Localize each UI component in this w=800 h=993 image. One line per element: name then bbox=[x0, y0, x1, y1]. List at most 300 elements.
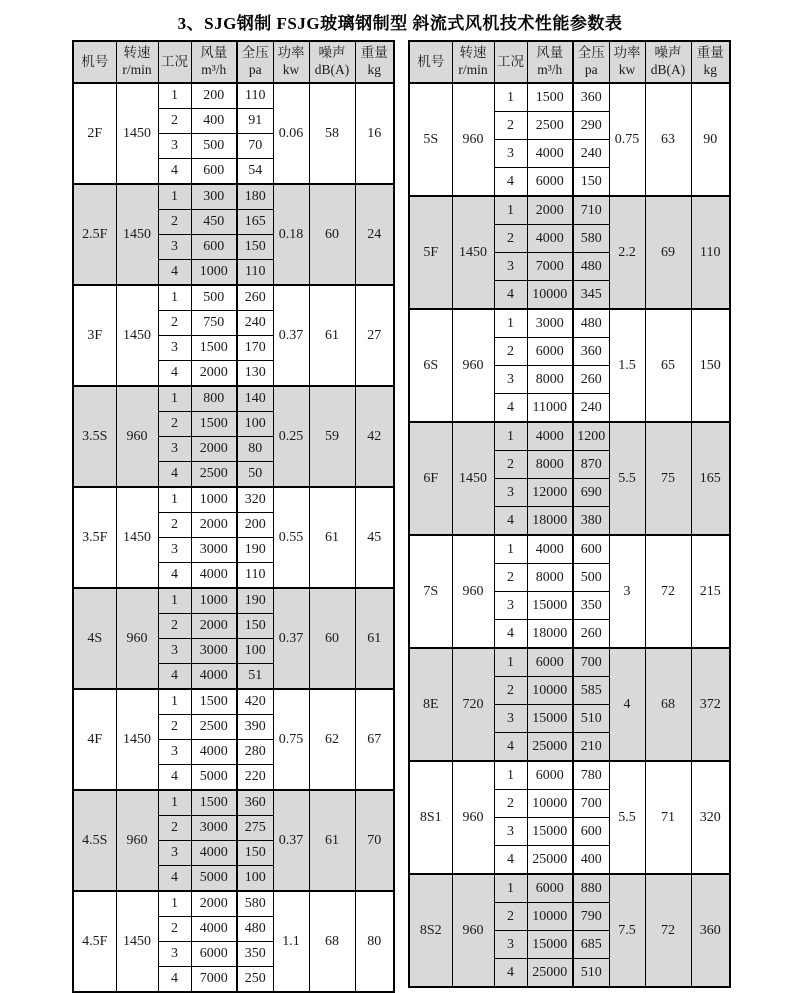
pressure-cell: 390 bbox=[237, 715, 273, 740]
condition-cell: 3 bbox=[158, 235, 191, 260]
flow-cell: 6000 bbox=[527, 648, 573, 677]
flow-header-line: m³/h bbox=[537, 62, 563, 77]
model-column-header bbox=[409, 41, 452, 83]
condition-cell: 4 bbox=[158, 563, 191, 589]
condition-cell: 1 bbox=[158, 285, 191, 311]
speed-cell: 960 bbox=[452, 761, 494, 874]
flow-cell: 10000 bbox=[527, 677, 573, 705]
power-column-header bbox=[273, 41, 309, 83]
flow-cell: 2000 bbox=[191, 891, 237, 917]
condition-cell: 1 bbox=[158, 891, 191, 917]
pressure-cell: 180 bbox=[237, 184, 273, 210]
flow-cell: 1500 bbox=[191, 336, 237, 361]
flow-cell: 500 bbox=[191, 134, 237, 159]
noise-cell: 59 bbox=[309, 386, 355, 487]
pressure-cell: 150 bbox=[573, 168, 609, 197]
flow-cell: 2500 bbox=[191, 462, 237, 488]
pressure-cell: 165 bbox=[237, 210, 273, 235]
flow-cell: 7000 bbox=[191, 967, 237, 993]
condition-cell: 4 bbox=[494, 507, 527, 536]
flow-column-header bbox=[191, 41, 237, 83]
right-table-wrap bbox=[408, 40, 731, 993]
condition-cell: 4 bbox=[158, 361, 191, 387]
noise-column-header bbox=[309, 41, 355, 83]
power-cell: 0.37 bbox=[273, 588, 309, 689]
noise-cell: 71 bbox=[645, 761, 691, 874]
pressure-cell: 51 bbox=[237, 664, 273, 690]
flow-cell: 4000 bbox=[191, 664, 237, 690]
condition-cell: 3 bbox=[494, 818, 527, 846]
flow-cell: 2500 bbox=[527, 112, 573, 140]
weight-header-line: kg bbox=[703, 62, 717, 77]
flow-cell: 8000 bbox=[527, 451, 573, 479]
model-cell: 8S1 bbox=[409, 761, 452, 874]
condition-cell: 4 bbox=[158, 866, 191, 892]
flow-cell: 12000 bbox=[527, 479, 573, 507]
pressure-cell: 240 bbox=[573, 394, 609, 423]
condition-cell: 2 bbox=[494, 225, 527, 253]
pressure-cell: 80 bbox=[237, 437, 273, 462]
flow-cell: 2000 bbox=[191, 614, 237, 639]
pressure-header-line: 全压 bbox=[241, 45, 269, 61]
speed-cell: 1450 bbox=[452, 422, 494, 535]
condition-cell: 3 bbox=[494, 479, 527, 507]
flow-cell: 4000 bbox=[191, 841, 237, 866]
spec-row-7S-cond1 bbox=[409, 535, 730, 564]
pressure-cell: 360 bbox=[573, 338, 609, 366]
flow-cell: 25000 bbox=[527, 733, 573, 762]
flow-cell: 25000 bbox=[527, 846, 573, 875]
pressure-cell: 350 bbox=[573, 592, 609, 620]
condition-cell: 3 bbox=[158, 134, 191, 159]
pressure-cell: 510 bbox=[573, 959, 609, 988]
spec-row-3.5F-cond1 bbox=[73, 487, 394, 513]
weight-header-line: 重量 bbox=[360, 45, 388, 61]
condition-cell: 4 bbox=[494, 281, 527, 310]
pressure-cell: 480 bbox=[573, 309, 609, 338]
weight-header-line: 重量 bbox=[696, 45, 724, 61]
power-cell: 0.37 bbox=[273, 790, 309, 891]
pressure-cell: 110 bbox=[237, 83, 273, 109]
flow-cell: 6000 bbox=[527, 874, 573, 903]
power-cell: 1.1 bbox=[273, 891, 309, 992]
speed-cell: 960 bbox=[452, 535, 494, 648]
flow-cell: 4000 bbox=[527, 225, 573, 253]
flow-cell: 10000 bbox=[527, 790, 573, 818]
noise-cell: 68 bbox=[645, 648, 691, 761]
flow-cell: 1500 bbox=[191, 412, 237, 437]
noise-cell: 58 bbox=[309, 83, 355, 184]
pressure-cell: 600 bbox=[573, 535, 609, 564]
pressure-cell: 290 bbox=[573, 112, 609, 140]
model-cell: 5F bbox=[409, 196, 452, 309]
pressure-cell: 380 bbox=[573, 507, 609, 536]
flow-cell: 4000 bbox=[527, 535, 573, 564]
noise-cell: 62 bbox=[309, 689, 355, 790]
flow-cell: 4000 bbox=[191, 917, 237, 942]
pressure-cell: 100 bbox=[237, 639, 273, 664]
power-cell: 2.2 bbox=[609, 196, 645, 309]
flow-cell: 2000 bbox=[191, 513, 237, 538]
spec-row-8S1-cond1 bbox=[409, 761, 730, 790]
noise-header-line: dB(A) bbox=[650, 62, 686, 77]
model-cell: 4F bbox=[73, 689, 116, 790]
speed-cell: 1450 bbox=[452, 196, 494, 309]
speed-cell: 960 bbox=[116, 386, 158, 487]
pressure-cell: 690 bbox=[573, 479, 609, 507]
speed-cell: 960 bbox=[452, 874, 494, 987]
flow-cell: 3000 bbox=[527, 309, 573, 338]
spec-row-4.5S-cond1 bbox=[73, 790, 394, 816]
flow-cell: 2000 bbox=[527, 196, 573, 225]
condition-cell: 4 bbox=[158, 664, 191, 690]
flow-cell: 1500 bbox=[191, 790, 237, 816]
speed-cell: 960 bbox=[452, 83, 494, 196]
flow-cell: 1500 bbox=[191, 689, 237, 715]
flow-cell: 8000 bbox=[527, 366, 573, 394]
condition-cell: 2 bbox=[494, 338, 527, 366]
flow-cell: 450 bbox=[191, 210, 237, 235]
model-cell: 6S bbox=[409, 309, 452, 422]
speed-cell: 720 bbox=[452, 648, 494, 761]
pressure-cell: 70 bbox=[237, 134, 273, 159]
spec-row-8S2-cond1 bbox=[409, 874, 730, 903]
spec-row-3.5S-cond1 bbox=[73, 386, 394, 412]
weight-cell: 320 bbox=[691, 761, 730, 874]
pressure-cell: 400 bbox=[573, 846, 609, 875]
condition-cell: 3 bbox=[494, 253, 527, 281]
power-header-line: 功率 bbox=[277, 45, 305, 61]
pressure-cell: 780 bbox=[573, 761, 609, 790]
speed-cell: 960 bbox=[116, 588, 158, 689]
flow-cell: 6000 bbox=[191, 942, 237, 967]
pressure-cell: 170 bbox=[237, 336, 273, 361]
speed-header-line: 转速 bbox=[459, 45, 487, 61]
condition-cell: 1 bbox=[158, 689, 191, 715]
condition-cell: 1 bbox=[494, 535, 527, 564]
pressure-cell: 260 bbox=[573, 620, 609, 649]
spec-row-5F-cond1 bbox=[409, 196, 730, 225]
pressure-cell: 54 bbox=[237, 159, 273, 185]
speed-header-line: r/min bbox=[458, 62, 488, 77]
flow-cell: 4000 bbox=[191, 563, 237, 589]
condition-header-line: 工况 bbox=[161, 53, 188, 69]
noise-cell: 60 bbox=[309, 588, 355, 689]
condition-cell: 1 bbox=[158, 386, 191, 412]
condition-cell: 2 bbox=[158, 816, 191, 841]
power-cell: 7.5 bbox=[609, 874, 645, 987]
weight-cell: 215 bbox=[691, 535, 730, 648]
pressure-cell: 150 bbox=[237, 235, 273, 260]
noise-cell: 63 bbox=[645, 83, 691, 196]
pressure-column-header bbox=[573, 41, 609, 83]
tables-container bbox=[0, 40, 800, 993]
model-column-header bbox=[73, 41, 116, 83]
flow-cell: 4000 bbox=[527, 140, 573, 168]
condition-cell: 4 bbox=[494, 168, 527, 197]
weight-cell: 360 bbox=[691, 874, 730, 987]
weight-cell: 150 bbox=[691, 309, 730, 422]
flow-cell: 1000 bbox=[191, 588, 237, 614]
flow-cell: 6000 bbox=[527, 338, 573, 366]
condition-cell: 3 bbox=[158, 942, 191, 967]
model-cell: 3F bbox=[73, 285, 116, 386]
flow-cell: 7000 bbox=[527, 253, 573, 281]
flow-cell: 10000 bbox=[527, 903, 573, 931]
flow-cell: 15000 bbox=[527, 705, 573, 733]
model-cell: 4.5S bbox=[73, 790, 116, 891]
pressure-cell: 240 bbox=[237, 311, 273, 336]
spec-row-5S-cond1 bbox=[409, 83, 730, 112]
flow-cell: 10000 bbox=[527, 281, 573, 310]
weight-cell: 70 bbox=[355, 790, 394, 891]
speed-cell: 1450 bbox=[116, 891, 158, 992]
condition-cell: 2 bbox=[494, 790, 527, 818]
condition-cell: 2 bbox=[158, 210, 191, 235]
pressure-cell: 420 bbox=[237, 689, 273, 715]
power-cell: 4 bbox=[609, 648, 645, 761]
speed-cell: 1450 bbox=[116, 285, 158, 386]
header-row bbox=[73, 41, 394, 83]
weight-cell: 110 bbox=[691, 196, 730, 309]
condition-cell: 4 bbox=[494, 846, 527, 875]
condition-cell: 2 bbox=[158, 109, 191, 134]
condition-cell: 3 bbox=[158, 639, 191, 664]
noise-column-header bbox=[645, 41, 691, 83]
flow-cell: 4000 bbox=[191, 740, 237, 765]
noise-cell: 61 bbox=[309, 790, 355, 891]
weight-cell: 165 bbox=[691, 422, 730, 535]
speed-cell: 1450 bbox=[116, 689, 158, 790]
pressure-cell: 1200 bbox=[573, 422, 609, 451]
condition-cell: 1 bbox=[494, 761, 527, 790]
pressure-cell: 480 bbox=[573, 253, 609, 281]
model-cell: 8E bbox=[409, 648, 452, 761]
noise-cell: 69 bbox=[645, 196, 691, 309]
condition-cell: 4 bbox=[494, 959, 527, 988]
condition-cell: 2 bbox=[494, 451, 527, 479]
pressure-cell: 870 bbox=[573, 451, 609, 479]
pressure-cell: 110 bbox=[237, 563, 273, 589]
flow-cell: 5000 bbox=[191, 765, 237, 791]
condition-cell: 2 bbox=[494, 112, 527, 140]
pressure-cell: 280 bbox=[237, 740, 273, 765]
condition-column-header bbox=[158, 41, 191, 83]
speed-cell: 1450 bbox=[116, 83, 158, 184]
flow-cell: 400 bbox=[191, 109, 237, 134]
condition-cell: 4 bbox=[158, 462, 191, 488]
pressure-cell: 710 bbox=[573, 196, 609, 225]
power-cell: 3 bbox=[609, 535, 645, 648]
condition-cell: 3 bbox=[158, 740, 191, 765]
flow-cell: 11000 bbox=[527, 394, 573, 423]
flow-cell: 15000 bbox=[527, 592, 573, 620]
flow-cell: 4000 bbox=[527, 422, 573, 451]
condition-cell: 1 bbox=[494, 309, 527, 338]
weight-cell: 90 bbox=[691, 83, 730, 196]
pressure-cell: 250 bbox=[237, 967, 273, 993]
spec-row-4F-cond1 bbox=[73, 689, 394, 715]
power-header-line: kw bbox=[282, 62, 300, 77]
condition-column-header bbox=[494, 41, 527, 83]
spec-row-6F-cond1 bbox=[409, 422, 730, 451]
spec-row-2.5F-cond1 bbox=[73, 184, 394, 210]
condition-cell: 1 bbox=[494, 196, 527, 225]
flow-cell: 2000 bbox=[191, 437, 237, 462]
pressure-cell: 100 bbox=[237, 412, 273, 437]
pressure-cell: 700 bbox=[573, 648, 609, 677]
condition-cell: 1 bbox=[494, 83, 527, 112]
condition-cell: 1 bbox=[158, 184, 191, 210]
model-cell: 2.5F bbox=[73, 184, 116, 285]
flow-cell: 3000 bbox=[191, 538, 237, 563]
condition-cell: 3 bbox=[494, 140, 527, 168]
flow-cell: 2500 bbox=[191, 715, 237, 740]
noise-header-line: dB(A) bbox=[314, 62, 350, 77]
pressure-cell: 260 bbox=[573, 366, 609, 394]
pressure-cell: 480 bbox=[237, 917, 273, 942]
condition-cell: 2 bbox=[158, 715, 191, 740]
weight-header-line: kg bbox=[367, 62, 381, 77]
spec-row-3F-cond1 bbox=[73, 285, 394, 311]
speed-column-header bbox=[452, 41, 494, 83]
condition-cell: 2 bbox=[158, 513, 191, 538]
power-cell: 0.37 bbox=[273, 285, 309, 386]
condition-cell: 4 bbox=[158, 260, 191, 286]
page-title: 3、SJG钢制 FSJG玻璃钢制型 斜流式风机技术性能参数表 bbox=[177, 14, 623, 33]
flow-cell: 800 bbox=[191, 386, 237, 412]
flow-cell: 8000 bbox=[527, 564, 573, 592]
pressure-cell: 790 bbox=[573, 903, 609, 931]
power-cell: 5.5 bbox=[609, 761, 645, 874]
flow-header-line: m³/h bbox=[201, 62, 227, 77]
header-row bbox=[409, 41, 730, 83]
condition-cell: 4 bbox=[494, 733, 527, 762]
pressure-cell: 210 bbox=[573, 733, 609, 762]
condition-cell: 4 bbox=[158, 765, 191, 791]
pressure-cell: 360 bbox=[237, 790, 273, 816]
noise-header-line: 噪声 bbox=[318, 45, 346, 61]
spec-row-4S-cond1 bbox=[73, 588, 394, 614]
condition-cell: 3 bbox=[158, 437, 191, 462]
weight-cell: 27 bbox=[355, 285, 394, 386]
condition-cell: 1 bbox=[158, 588, 191, 614]
condition-cell: 3 bbox=[494, 592, 527, 620]
weight-cell: 45 bbox=[355, 487, 394, 588]
pressure-cell: 700 bbox=[573, 790, 609, 818]
weight-cell: 372 bbox=[691, 648, 730, 761]
pressure-cell: 320 bbox=[237, 487, 273, 513]
weight-cell: 16 bbox=[355, 83, 394, 184]
weight-cell: 42 bbox=[355, 386, 394, 487]
weight-column-header bbox=[355, 41, 394, 83]
model-cell: 8S2 bbox=[409, 874, 452, 987]
condition-cell: 2 bbox=[158, 412, 191, 437]
pressure-cell: 150 bbox=[237, 614, 273, 639]
flow-cell: 600 bbox=[191, 159, 237, 185]
pressure-cell: 350 bbox=[237, 942, 273, 967]
condition-cell: 4 bbox=[158, 967, 191, 993]
power-cell: 0.06 bbox=[273, 83, 309, 184]
flow-cell: 200 bbox=[191, 83, 237, 109]
condition-cell: 1 bbox=[158, 83, 191, 109]
power-cell: 1.5 bbox=[609, 309, 645, 422]
condition-cell: 1 bbox=[494, 874, 527, 903]
model-cell: 6F bbox=[409, 422, 452, 535]
pressure-cell: 260 bbox=[237, 285, 273, 311]
condition-cell: 2 bbox=[494, 903, 527, 931]
pressure-cell: 580 bbox=[573, 225, 609, 253]
pressure-cell: 150 bbox=[237, 841, 273, 866]
weight-cell: 80 bbox=[355, 891, 394, 992]
fan-spec-table-right bbox=[408, 40, 731, 988]
pressure-cell: 360 bbox=[573, 83, 609, 112]
speed-cell: 960 bbox=[452, 309, 494, 422]
power-cell: 0.18 bbox=[273, 184, 309, 285]
flow-cell: 750 bbox=[191, 311, 237, 336]
noise-cell: 68 bbox=[309, 891, 355, 992]
flow-cell: 25000 bbox=[527, 959, 573, 988]
power-cell: 0.55 bbox=[273, 487, 309, 588]
model-cell: 3.5F bbox=[73, 487, 116, 588]
condition-cell: 3 bbox=[494, 366, 527, 394]
pressure-cell: 880 bbox=[573, 874, 609, 903]
pressure-header-line: 全压 bbox=[577, 45, 605, 61]
model-cell: 4S bbox=[73, 588, 116, 689]
flow-cell: 15000 bbox=[527, 818, 573, 846]
flow-cell: 1000 bbox=[191, 487, 237, 513]
weight-cell: 24 bbox=[355, 184, 394, 285]
condition-cell: 2 bbox=[158, 311, 191, 336]
flow-cell: 18000 bbox=[527, 507, 573, 536]
speed-cell: 1450 bbox=[116, 487, 158, 588]
weight-cell: 61 bbox=[355, 588, 394, 689]
condition-cell: 2 bbox=[494, 677, 527, 705]
spec-row-4.5F-cond1 bbox=[73, 891, 394, 917]
noise-cell: 65 bbox=[645, 309, 691, 422]
flow-cell: 15000 bbox=[527, 931, 573, 959]
pressure-cell: 100 bbox=[237, 866, 273, 892]
flow-header-line: 风量 bbox=[200, 45, 228, 61]
noise-cell: 72 bbox=[645, 874, 691, 987]
spec-row-2F-cond1 bbox=[73, 83, 394, 109]
speed-header-line: 转速 bbox=[123, 45, 151, 61]
flow-cell: 2000 bbox=[191, 361, 237, 387]
flow-cell: 3000 bbox=[191, 816, 237, 841]
model-cell: 2F bbox=[73, 83, 116, 184]
flow-cell: 1500 bbox=[527, 83, 573, 112]
flow-cell: 600 bbox=[191, 235, 237, 260]
pressure-cell: 580 bbox=[237, 891, 273, 917]
flow-cell: 3000 bbox=[191, 639, 237, 664]
flow-cell: 1000 bbox=[191, 260, 237, 286]
condition-header-line: 工况 bbox=[497, 53, 524, 69]
pressure-cell: 50 bbox=[237, 462, 273, 488]
spec-row-6S-cond1 bbox=[409, 309, 730, 338]
pressure-cell: 110 bbox=[237, 260, 273, 286]
fan-spec-table-left bbox=[72, 40, 395, 993]
flow-cell: 18000 bbox=[527, 620, 573, 649]
speed-header-line: r/min bbox=[122, 62, 152, 77]
flow-header-line: 风量 bbox=[536, 45, 564, 61]
speed-cell: 960 bbox=[116, 790, 158, 891]
model-cell: 3.5S bbox=[73, 386, 116, 487]
power-cell: 0.75 bbox=[609, 83, 645, 196]
model-cell: 4.5F bbox=[73, 891, 116, 992]
speed-column-header bbox=[116, 41, 158, 83]
left-table-wrap bbox=[72, 40, 395, 993]
power-header-line: 功率 bbox=[613, 45, 641, 61]
